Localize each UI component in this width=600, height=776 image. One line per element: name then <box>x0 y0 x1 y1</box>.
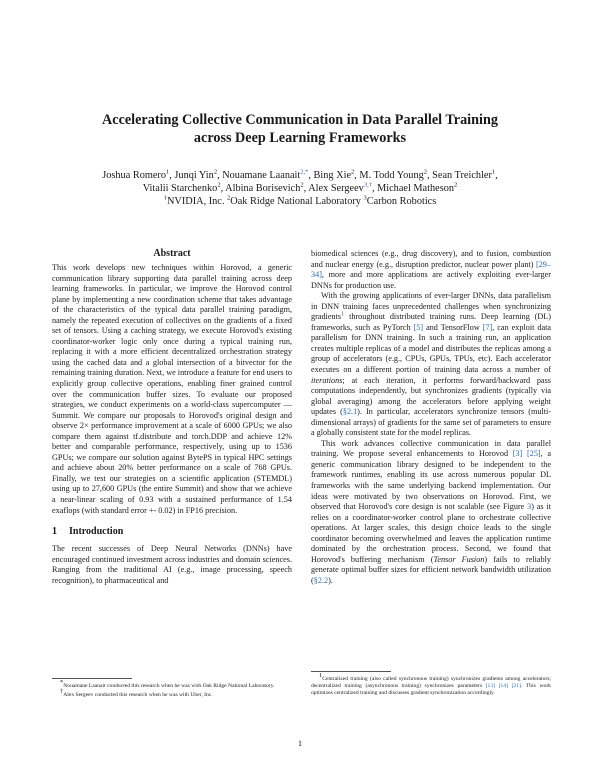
affiliation: NVIDIA, Inc. <box>166 196 228 207</box>
text: ; at each iteration, it performs forward/backward pass computations independently, but synchronizes gradients (typically via global averaging) among the accelerators before applying weight updates ( <box>311 375 551 417</box>
author: Michael Matheson <box>377 183 455 194</box>
citation-link[interactable]: [13] <box>485 683 496 690</box>
figure-link[interactable]: 3 <box>527 502 532 512</box>
author: Bing Xie <box>313 170 352 181</box>
author: Sean Treichler <box>432 170 492 181</box>
author: Albina Borisevich <box>225 183 301 194</box>
section-link[interactable]: §2.1 <box>342 407 358 417</box>
author-line <box>60 182 540 195</box>
separator: , <box>217 170 223 181</box>
footnote-rule <box>52 678 132 679</box>
author: Vitalii Starchenko <box>142 183 218 194</box>
text: ). In particular, accelerators synchronize tensors (multi-dimensional arrays) of gradients for the same set of parameters to ensure a globally consistent state for the model replicas. <box>311 407 551 438</box>
section-number: 1 <box>52 526 57 538</box>
affiliation: Carbon Robotics <box>366 196 437 207</box>
citation-link[interactable]: [3] <box>512 449 523 459</box>
separator: , <box>220 183 226 194</box>
author-affil-mark[interactable]: 2,* <box>300 168 309 176</box>
author: Alex Sergeev <box>308 183 364 194</box>
abstract-text: This work develops new techniques within Horovod, a generic communication library supporting data parallel training across deep learning frameworks. In particular, we improve the Horovod control plane by implementing a new coordination scheme that takes advantage of the characteristics of the typical data parallel training paradigm, namely the repeated execution of collectives on the gradients of a fixed set of tensors. Using a caching strategy, we execute Horovod's existing coordinator-worker logic only once during a typical training run, replacing it with a more efficient decentralized orchestration strategy using the cached data and a global intersection of a bitvector for the remaining training duration. Next, we introduce a feature for end users to explicitly group collective operations, enabling finer grained control over the communication buffer sizes. To evaluate our proposed strategies, we conduct experiments on a world-class supercomputer — Summit. We compare our proposals to Horovod's original design and observe 2× performance improvement at a scale of 6000 GPUs; we also compare them against tf.distribute and torch.DDP and achieve 12% better and comparable performance, respectively, using up to 1536 GPUs; we compare our solution against BytePS in typical HPC settings and achieve about 20% better performance on a scale of 768 GPUs. Finally, we test our strategies on a scientific application (STEMDL) using up to 27,600 GPUs (the entire Summit) and show that we achieve a near-linear scaling of 0.93 with a sustained performance of 1.54 exaflops (with standard error +- 0.02) in FP16 precision. <box>52 263 292 515</box>
text: biomedical sciences (e.g., drug discovery), and to fusion, combustion and nuclear energy (e.g., disruption predictor, nuclear power plant) <box>311 249 551 269</box>
text: ) as it relies on a coordinator-worker control plane to orchestrate collective operations. At larger scales, this design choice leads to the single coordinator becoming overwhelmed and leaves the application runtime dominated by the orchestration process. Second, we found that Horovod's buffering mechanism ( <box>311 502 551 564</box>
separator: , <box>371 183 378 194</box>
affiliation: Oak Ridge National Laboratory <box>230 196 364 207</box>
page-number: 1 <box>297 738 303 748</box>
affiliation-line <box>60 195 540 208</box>
intro-paragraph <box>311 249 551 291</box>
author-affil-mark: 2 <box>351 168 355 176</box>
separator: , <box>427 170 433 181</box>
section-title: Introduction <box>69 526 124 538</box>
author-line <box>60 169 540 182</box>
text: With the growing applications of ever-larger DNNs, data parallelism in DNN training faces unprecedented challenges when synchronizing gradients <box>311 291 551 322</box>
citation-link[interactable]: [14] <box>498 683 508 690</box>
intro-paragraph: The recent successes of Deep Neural Networks (DNNs) have encouraged continued investment across industries and domain sciences. Ranging from the traditional AI (e.g., image processing, speech recognition), to pharmaceutical and <box>52 544 292 585</box>
text: , more and more applications are actively exploiting ever-larger DNNs for production use. <box>311 270 551 290</box>
footnote <box>311 672 551 698</box>
footnote-rule <box>311 671 391 672</box>
separator: , <box>495 170 498 181</box>
title-line: across Deep Learning Frameworks <box>193 130 407 146</box>
left-column <box>52 248 292 586</box>
footnote-mark: † <box>60 688 64 696</box>
footnote-text: Alex Sergeev conducted this research when he was with Uber, Inc. <box>63 692 213 699</box>
author-affil-mark: 2 <box>300 181 304 189</box>
author: Joshua Romero <box>102 170 167 181</box>
footnote-text: Nouamane Laanait conducted this research when he was with Oak Ridge National Laboratory. <box>63 683 275 689</box>
affil-mark: 3 <box>363 194 367 202</box>
author-affil-mark: 2 <box>423 168 427 176</box>
citation-link[interactable]: [21] <box>511 683 521 690</box>
author-affil-mark[interactable]: 3,† <box>363 181 372 189</box>
footnote <box>52 679 292 690</box>
affil-mark: 2 <box>227 194 231 202</box>
text: ) fails to reliably generate optimal buffer sizes for efficient network bandwidth utilization ( <box>311 554 551 585</box>
author-affil-mark: 2 <box>454 181 458 189</box>
text: ). <box>328 575 333 585</box>
text: , can exploit data parallelism for DNN training. In such a training run, an application creates multiple replicas of a model and distributes the replicas among a group of accelerators (e.g., CPUs, GPUs, TPUs, etc). Each accelerator executes on a different portion of training data across a number of <box>311 322 551 375</box>
citation-link[interactable]: [5] <box>413 322 424 332</box>
text: This work advances collective communication in data parallel training. We propose several enhancements to Horovod <box>311 438 551 459</box>
separator: , <box>308 170 314 181</box>
section-link[interactable]: §2.2 <box>313 575 329 585</box>
citation-link[interactable]: [7] <box>482 322 493 332</box>
right-column <box>311 249 551 587</box>
footnote-link[interactable]: 1 <box>341 310 345 318</box>
footnote-text: Centralized training (also called synchronous training) synchronizes gradients among accelerators; decentralized training (asynchronous training) synchronizes parameters <box>311 676 551 690</box>
author-affil-mark: 1 <box>491 168 496 176</box>
section-heading-introduction <box>52 526 292 538</box>
text: and TensorFlow <box>423 322 483 332</box>
footnote-mark: 1 <box>319 672 323 680</box>
title-line: Accelerating Collective Communication in Data Parallel Training <box>102 112 498 128</box>
affil-mark: 1 <box>163 194 167 202</box>
citation-link[interactable]: [25] <box>527 449 541 459</box>
intro-paragraph <box>311 291 551 439</box>
author: Nouamane Laanait <box>222 170 301 181</box>
separator: , <box>303 183 309 194</box>
emphasis: Tensor Fusion <box>433 554 485 564</box>
left-footnotes <box>52 678 292 701</box>
abstract-heading: Abstract <box>153 248 191 259</box>
separator: , <box>354 170 360 181</box>
right-footnotes <box>311 671 551 700</box>
author-affil-mark: 1 <box>166 168 170 176</box>
emphasis: iterations <box>311 375 343 385</box>
author-affil-mark: 2 <box>217 181 221 189</box>
intro-paragraph <box>311 439 551 587</box>
citation-link[interactable]: [29–34] <box>311 259 551 280</box>
author-affil-mark: 2 <box>213 168 218 176</box>
separator: , <box>169 170 175 181</box>
text: , a generic communication library designed to be independent to the framework runtimes, enabling its use across numerous popular DL frameworks with the same underlying backend implementation. Our ideas were motivated by two observations on Horovod. First, we observed that Horovod's core design is not scalable (see Figure <box>311 449 551 512</box>
author: M. Todd Young <box>359 170 424 181</box>
text: throughout distributed training runs. Deep learning (DL) frameworks, such as PyTorch <box>311 312 551 332</box>
author-block <box>60 169 540 208</box>
footnote <box>52 688 292 699</box>
author: Junqi Yin <box>174 170 214 181</box>
footnote-text: . This work optimizes centralized training and discusses gradient synchronization accordingly. <box>311 683 551 697</box>
footnote-mark: * <box>60 679 64 687</box>
paper-title <box>60 111 540 147</box>
